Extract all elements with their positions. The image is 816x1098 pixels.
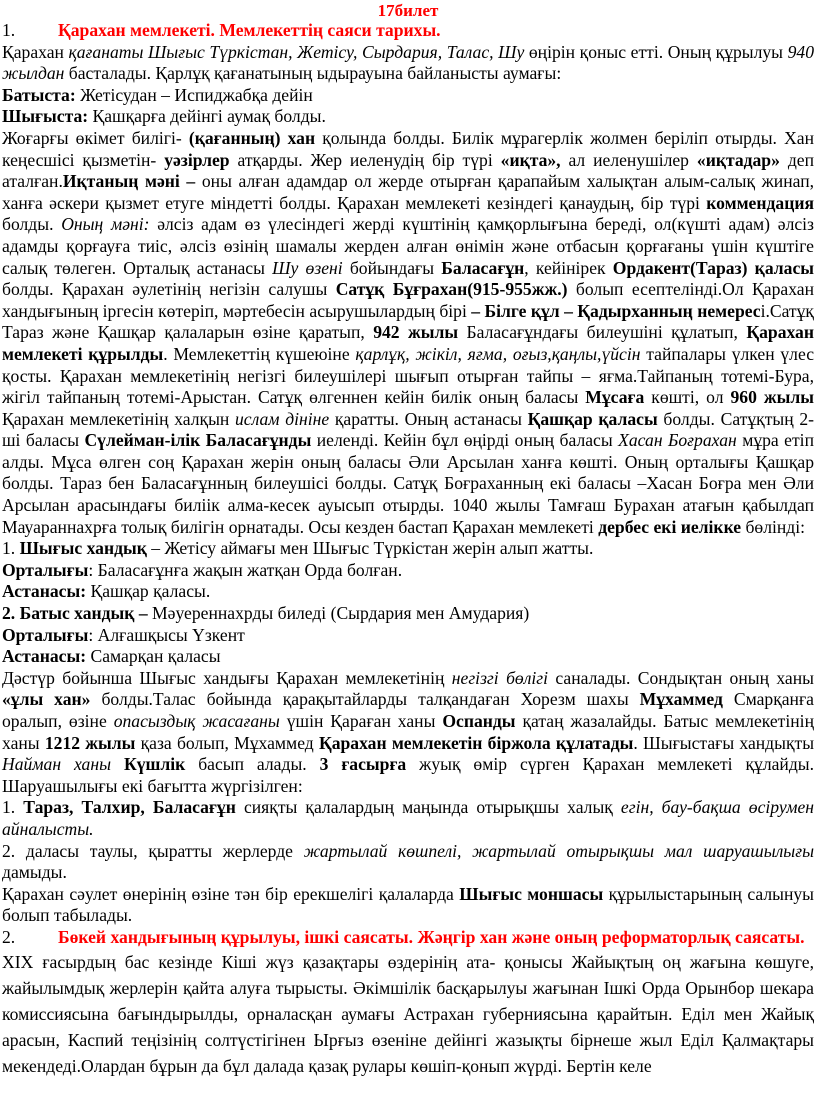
territory-east-label: Шығыста: [2, 106, 89, 127]
text-run: «ұлы хан» [2, 689, 91, 710]
text-run: 1. [2, 797, 24, 818]
section-1-decline [2, 668, 814, 798]
text-run: «иқтадар» [696, 149, 780, 170]
text-run: бөлінді: [741, 516, 806, 537]
west-khanate [2, 603, 814, 625]
section-1-intro [2, 42, 814, 85]
text-run: – Білге құл – Қадырханның немерес [471, 300, 761, 321]
text-run: Мұхаммед [639, 689, 723, 710]
ticket-title: 17билет [377, 1, 439, 20]
text-run: басып алады. [185, 754, 320, 775]
text-run: үшін Қараған ханы [279, 711, 443, 731]
text-run: , кейінірек [524, 257, 613, 278]
section-2-heading [2, 927, 814, 949]
text-run: . Шығыстағы хандықты [633, 732, 815, 753]
text-run: болды. Қарахан әулетінің негізін салушы [2, 279, 336, 300]
east-khanate-capital [2, 581, 814, 603]
text-run: Сатұқ Бұғрахан(915-955жж.) [335, 279, 568, 300]
section-1-number: 1. [2, 20, 16, 40]
text-run: Қашқар қаласы [527, 408, 658, 429]
text-run: Қашқар қаласы. [86, 581, 211, 602]
text-run: Орталығы [2, 624, 89, 645]
text-run: Жоғарғы өкімет билігі- [2, 127, 189, 148]
text-run: – Жетісу аймағы мен Шығыс Түркістан жерін алып жатты. [146, 538, 594, 559]
economy-item-1 [2, 797, 814, 840]
text-run: басталады. Қарлұқ қағанатының ыдырауына байланысты аумағы: [64, 63, 562, 84]
text-run: атқарды. Жер иеленудің бір түрі [229, 149, 501, 170]
text-run: 960 жылы [730, 387, 814, 408]
section-1-history [2, 128, 814, 538]
text-run: құрылыстарының салынуы болып табылады. [2, 883, 814, 926]
text-run: Баласағұндағы билеушіні құлатып, [458, 322, 747, 343]
text-run: деп аталған. [2, 149, 814, 192]
territory-west [2, 85, 814, 107]
text-run: иеленді. Кейін бұл өңірді оның баласы [311, 430, 619, 451]
section-2-paragraph: XIX ғасырдың бас кезінде Кіші жүз қазақтары өздерінің ата- қонысы Жайықтың оң жағына көшуге, жайылымдық жерлерін қайта алуға тырысты. Әкімшілік басқарылуы жағынан Ішкі Орда Орынбор шекара комиссиясына бағындырылды, орналасқан аумағы Астрахан губерниясына қарайтын. Еділ мен Жайық арасын, Каспий теңізінің солтүстігінен Ырғыз өзеніне дейінгі жазықты бірнеше жыл Еділ Қалмақтары мекендеді.Олардан бұрын да бұл далада қазақ рулары көшіп-қонып жүрді. Бертін келе [2, 951, 814, 1076]
text-run: ислам дініне [235, 408, 330, 429]
text-run: Шығыс хандық [19, 538, 147, 559]
east-khanate-center [2, 560, 814, 582]
text-run: (қағанның) хан [188, 127, 316, 148]
text-run: Сүлейман-ілік Баласағұнды [84, 430, 312, 451]
text-run: қатаң жазалайды. Батыс мемлекетінің ханы [2, 711, 814, 753]
text-run: Мәуереннахрды биледі (Сырдария мен Амудария) [147, 603, 530, 624]
text-run: болып есептелінді.Ол Қарахан хандығының іргесін көтеріп, мәртебесін асырушылардың бірі [2, 279, 814, 321]
text-run: егін, бау-бақша өсірумен айналысты. [2, 797, 815, 839]
text-run: мұра етіп алды. Мұса өлген соң Қарахан жерін оның баласы Әли Арсылан ханға көшті. Оның орталығы Қашқар болды. Тараз бен Баласағұнның билеушісі болды. Сатұқ Боғраханның екі баласы –Хасан Боғра мен Әли Арсылан арасындағы биліік алма-кесек ауысып отырды. 1040 жылы Тамғаш Бурахан атағын қабылдап Мауараннахрға толық билігін орнатады. Осы кезден бастап Қарахан мемлекеті [2, 430, 814, 537]
text-run: Тараз, Талхир, Баласағұн [23, 797, 236, 818]
text-run: коммендация [706, 192, 814, 213]
text-run: Оспанды [442, 711, 516, 731]
text-run: дамыды. [2, 862, 67, 883]
text-run: Дәстүр бойынша Шығыс хандығы Қарахан мемлекетінің [2, 667, 452, 688]
text-run: Қарахан мемлекетін біржола құлатады [318, 732, 634, 753]
text-run: Астанасы: [2, 646, 87, 667]
text-run: 1212 жылы [44, 732, 136, 753]
text-run [111, 754, 124, 774]
text-run: Баласағұн [441, 257, 525, 278]
text-run: көшті, ол [644, 387, 731, 408]
west-khanate-center [2, 625, 814, 647]
section-1-heading [2, 20, 814, 42]
text-run: 3 ғасырға [319, 754, 407, 775]
text-run: қағанаты Шығыс Түркістан, Жетісу, Сырдария, Талас, Шу [68, 41, 525, 62]
text-run: 2. даласы таулы, қыратты жерлерде [2, 840, 304, 861]
text-run: бойындағы [342, 257, 442, 278]
text-run: опасыздық жасағаны [113, 711, 280, 731]
text-run: : Алғашқысы Үзкент [88, 624, 245, 645]
text-run: Найман ханы [2, 754, 112, 775]
text-run: Оның мәні: [61, 214, 150, 235]
text-run: 1. [2, 538, 20, 559]
text-run: 942 жылы [373, 322, 459, 343]
document-body [0, 20, 816, 1079]
text-run: 940 жылдан [2, 41, 814, 84]
section-1-architecture [2, 884, 814, 927]
text-run: әлсіз адам өз үлесіндегі жерді күштінің қамқорлығына береді, ол(күшті адам) әлсіз адамды қорғауға тиіс, әлсіз өзінің шамалы жерден алған өнімін және отбасын қорғағаны үшін күштіге салық төлеген. Орталық астанасы [2, 214, 814, 278]
text-run: Ордакент(Тараз) қаласы [612, 257, 814, 278]
text-run: сияқты қалалардың маңында отырықшы халық [235, 797, 621, 818]
text-run: болды.Талас бойында қарақытайларды талқандаған Хорезм шахы [90, 689, 640, 710]
text-run: негізгі бөлігі [451, 667, 549, 688]
text-run: болды. [2, 214, 62, 235]
text-run: . Мемлекеттің күшеюіне [163, 343, 356, 364]
text-run: уәзірлер [164, 149, 230, 170]
text-run: 2. Батыс хандық – [2, 603, 148, 624]
text-run: Иқтаның мәні – [62, 171, 196, 192]
text-run: тайпалары үлкен үлес қосты. Қарахан мемлекетінің негізгі билеушілері шығып отырған тайпы – яғма.Тайпаның тотемі-Бура, жігіл тайпаның тотемі-Арыстан. Сатұқ өлгеннен кейін билік оның баласы [2, 343, 815, 408]
text-run: Қарахан мемлекетінің халқын [2, 408, 235, 429]
text-run: саналады. Сондықтан оның ханы [548, 667, 814, 688]
text-run: ал иеленушілер [560, 149, 697, 170]
west-khanate-capital [2, 646, 814, 668]
text-run: Шығыс моншасы [459, 883, 604, 904]
text-run: болды. Сатұқтың 2-ші баласы [2, 408, 814, 451]
text-run: Орталығы [2, 559, 89, 580]
text-run: дербес екі иелікке [598, 516, 742, 537]
economy-item-2 [2, 841, 814, 884]
text-run: Күшлік [123, 754, 186, 775]
text-run: оны алған адамдар ол жерде отырған қарапайым халықтан алым-салық жинап, ханға әскери қызмет етуге міндетті болды. Қарахан мемлекеті кезіндегі қанаудың, бір түрі [2, 171, 815, 213]
section-2-number: 2. [2, 926, 16, 947]
text-run: Самарқан қаласы [86, 646, 221, 667]
territory-east-text: Қашқарға дейінгі аумақ болды. [88, 106, 326, 127]
text-run: қарлұқ, жікіл, яғма, оғыз,қаңлы,үйсін [355, 343, 641, 364]
text-run: Астанасы: [2, 581, 87, 602]
section-1-title: Қарахан мемлекеті. Мемлекеттің саяси тарихы. [58, 20, 441, 40]
text-run: қолында болды. Билік мұрагерлік жолмен беріліп отырды. Хан кеңесшісі қызметін- [2, 127, 815, 170]
text-run: Хасан Боғрахан [618, 430, 737, 451]
text-run: і.Сатұқ Тараз және Қашқар қалаларын өзіне қаратып, [2, 300, 814, 343]
text-run: өңірін қоныс етті. Оның құрылуы [524, 41, 788, 62]
text-run: Қарахан [2, 41, 69, 62]
text-run: Мұсаға [585, 387, 645, 408]
text-run: Қарахан мемлекеті құрылды [2, 322, 814, 364]
east-khanate [2, 538, 814, 560]
territory-west-label: Батыста: [2, 84, 76, 105]
text-run: Қарахан сәулет өнерінің өзіне тән бір ерекшелігі қалаларда [2, 883, 460, 904]
text-run: : Баласағұнға жақын жатқан Орда болған. [88, 559, 403, 580]
territory-east [2, 106, 814, 128]
section-2-title: Бөкей хандығының құрылуы, ішкі саясаты. Жәңгір хан және оның реформаторлық саясаты. [58, 926, 805, 947]
text-run: «иқта», [500, 149, 561, 170]
text-run: қаза болып, Мұхаммед [135, 732, 319, 753]
text-run: Смарқанға оралып, өзіне [2, 689, 814, 731]
territory-west-text: Жетісудан – Испиджабқа дейін [75, 84, 313, 105]
text-run: қаратты. Оның астанасы [329, 408, 528, 429]
text-run: жартылай көшпелі, жартылай отырықшы мал шаруашылығы [303, 840, 814, 861]
text-run: жуық өмір сүрген Қарахан мемлекеті құлайды. Шаруашылығы екі бағытта жүргізілген: [2, 754, 814, 796]
text-run: Шу өзені [272, 257, 343, 278]
